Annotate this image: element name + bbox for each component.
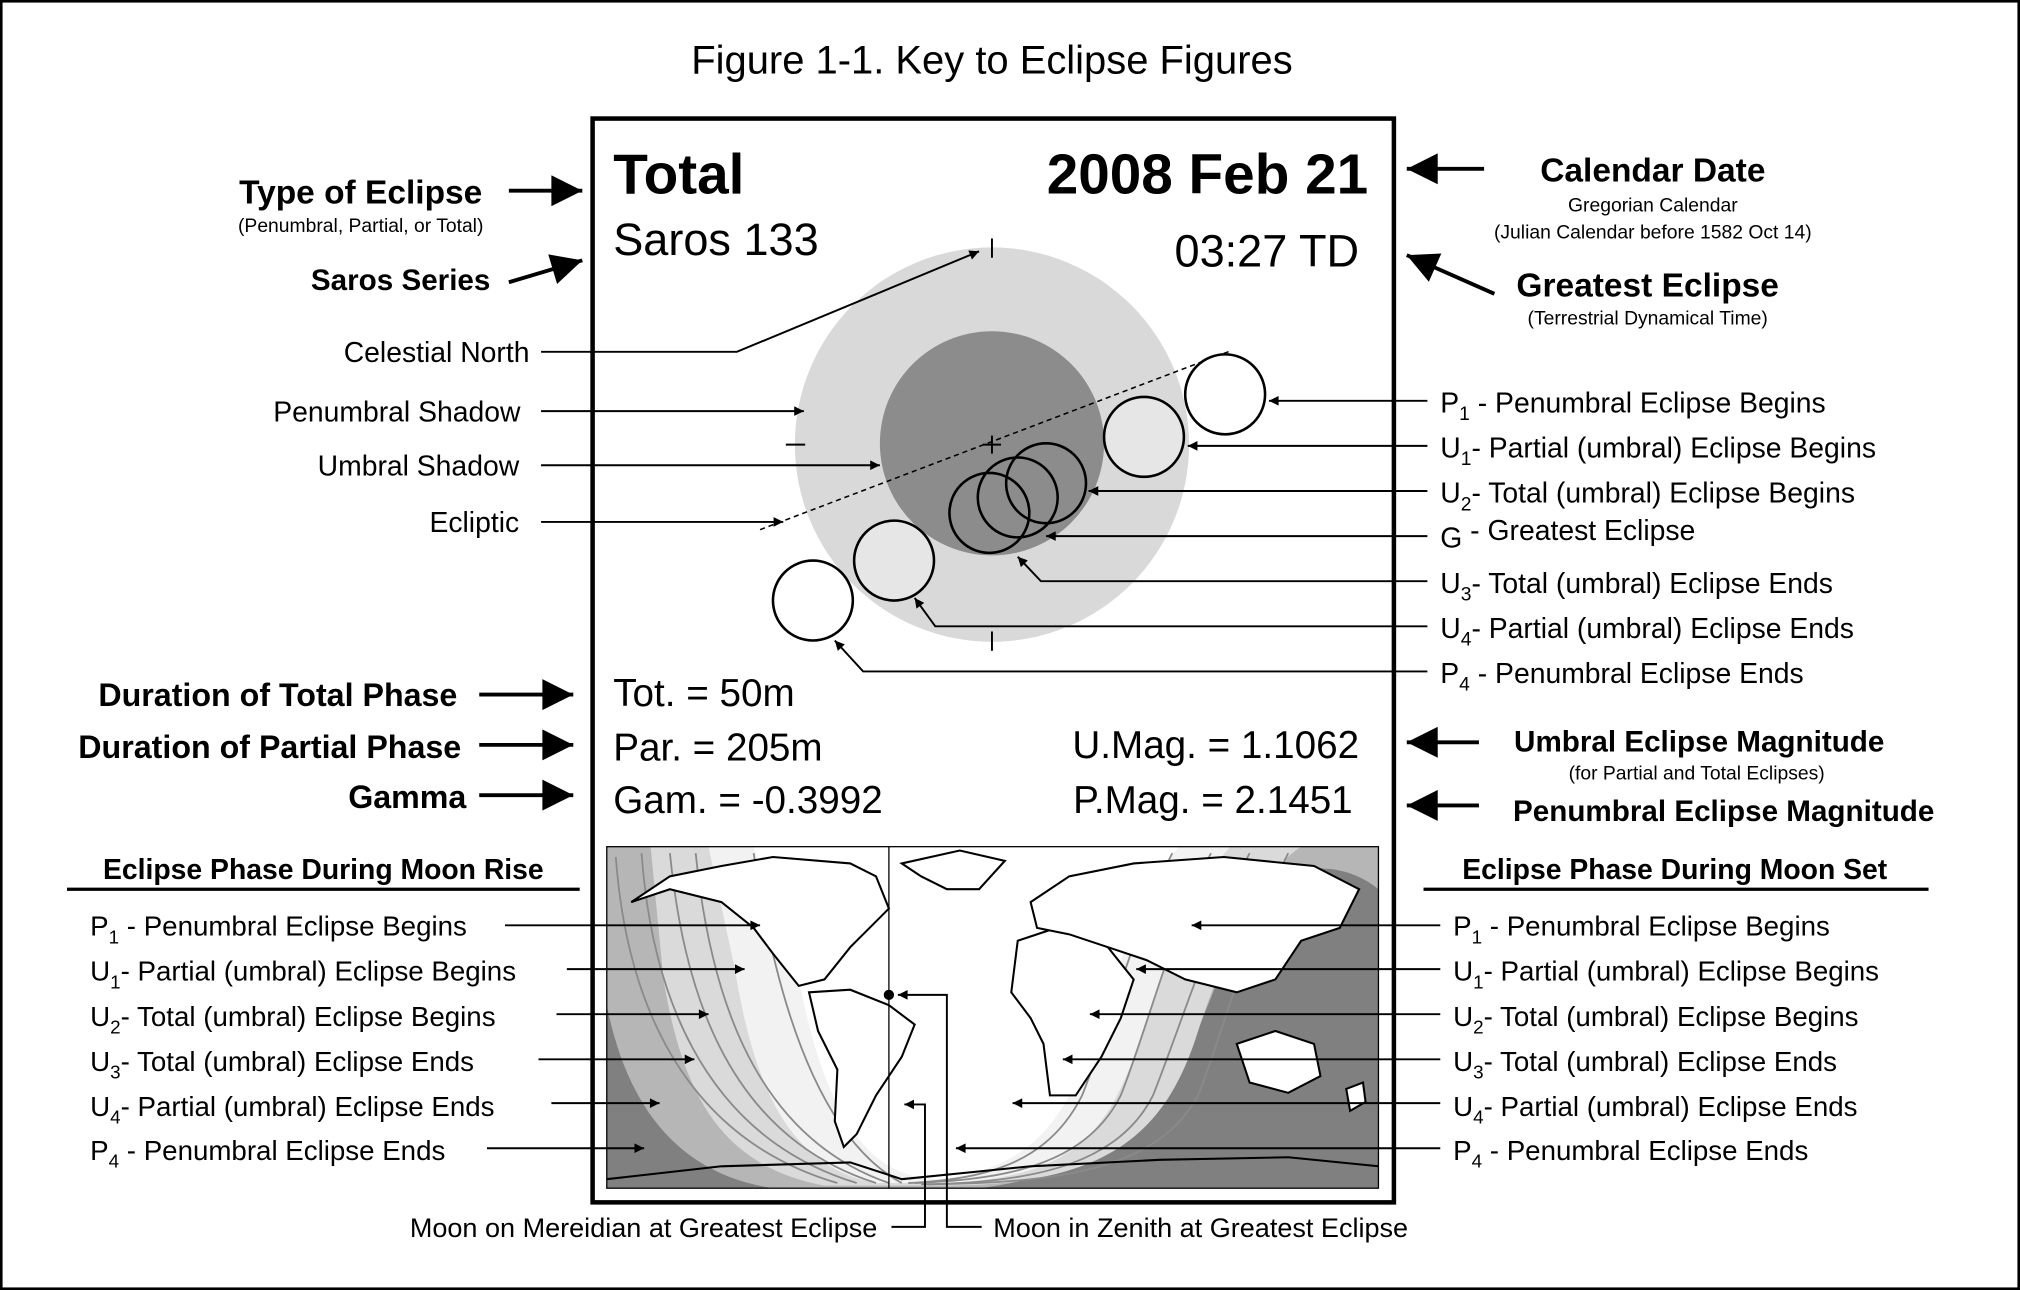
contact-description: - Partial (umbral) Eclipse Begins: [1483, 955, 1880, 987]
penumbral-magnitude-label: Penumbral Eclipse Magnitude: [1513, 794, 1935, 828]
moon-zenith-label: Moon in Zenith at Greatest Eclipse: [993, 1213, 1409, 1244]
contact-description: - Total (umbral) Eclipse Ends: [1471, 567, 1833, 600]
contact-subscript: 2: [1473, 1016, 1484, 1038]
contact-description: - Total (umbral) Eclipse Begins: [1483, 1000, 1859, 1032]
contact-symbol: P: [90, 1134, 109, 1166]
greatest-eclipse-label: Greatest Eclipse: [1516, 267, 1779, 305]
contact-subscript: 4: [1460, 629, 1472, 651]
duration-total-label: Duration of Total Phase: [98, 677, 458, 714]
contact-symbol: P: [1453, 910, 1472, 942]
contact-subscript: 1: [110, 971, 121, 993]
umbral-magnitude-sub: (for Partial and Total Eclipses): [1568, 763, 1825, 785]
total-duration: Tot. = 50m: [613, 672, 795, 716]
contact-subscript: 4: [1471, 1150, 1483, 1172]
type-of-eclipse-sub: (Penumbral, Partial, or Total): [238, 215, 484, 237]
contact-subscript: 1: [1459, 404, 1470, 426]
contact-subscript: 2: [110, 1016, 121, 1038]
contact-description: - Partial (umbral) Eclipse Begins: [120, 955, 517, 987]
partial-duration: Par. = 205m: [613, 726, 823, 770]
contact-subscript: 3: [1473, 1061, 1484, 1083]
contact-description: - Penumbral Eclipse Begins: [1469, 387, 1826, 420]
umbral-magnitude-label: Umbral Eclipse Magnitude: [1514, 725, 1885, 759]
contact-symbol: U: [90, 1045, 111, 1077]
contact-symbol: G: [1440, 522, 1463, 555]
saros-number: Saros 133: [613, 214, 819, 266]
eclipse-type: Total: [613, 143, 745, 207]
contact-symbol: U: [90, 1000, 111, 1032]
contact-subscript: 4: [110, 1106, 121, 1128]
contact-symbol: U: [1453, 1045, 1474, 1077]
umbral-shadow-label: Umbral Shadow: [317, 450, 520, 483]
contact-subscript: 2: [1460, 494, 1472, 516]
calendar-sub-2: (Julian Calendar before 1582 Oct 14): [1493, 222, 1812, 244]
contact-description: - Total (umbral) Eclipse Begins: [120, 1000, 496, 1032]
contact-description: - Partial (umbral) Eclipse Ends: [1471, 612, 1854, 645]
contact-symbol: P: [90, 910, 109, 942]
contact-subscript: 4: [1459, 674, 1470, 696]
moon-meridian-label: Moon on Mereidian at Greatest Eclipse: [409, 1213, 878, 1244]
contact-symbol: U: [90, 1091, 111, 1123]
contact-description: - Partial (umbral) Eclipse Ends: [1483, 1091, 1858, 1123]
contact-symbol: U: [1453, 1091, 1474, 1123]
contact-symbol: U: [1453, 955, 1474, 987]
moon-rise-heading: Eclipse Phase During Moon Rise: [103, 853, 544, 886]
contact-symbol: U: [1440, 432, 1461, 465]
moon-p1: [1185, 354, 1265, 434]
duration-partial-label: Duration of Partial Phase: [78, 728, 462, 765]
moon-set-heading: Eclipse Phase During Moon Set: [1462, 853, 1888, 886]
umbral-magnitude: U.Mag. = 1.1062: [1072, 723, 1360, 767]
moon-p4: [773, 561, 853, 641]
calendar-date: 2008 Feb 21: [1046, 143, 1369, 207]
contact-description: - Total (umbral) Eclipse Begins: [1471, 477, 1856, 510]
contact-symbol: U: [1440, 612, 1461, 645]
celestial-north-label: Celestial North: [343, 337, 530, 370]
contact-description: - Partial (umbral) Eclipse Begins: [1471, 432, 1877, 465]
contact-description: - Penumbral Eclipse Begins: [119, 910, 467, 942]
calendar-date-label: Calendar Date: [1540, 152, 1766, 190]
type-of-eclipse-label: Type of Eclipse: [239, 174, 483, 212]
penumbral-magnitude: P.Mag. = 2.1451: [1073, 779, 1353, 823]
contact-description: - Partial (umbral) Eclipse Ends: [120, 1091, 495, 1123]
contact-symbol: U: [90, 955, 111, 987]
contact-subscript: 4: [108, 1150, 120, 1172]
moon-u4: [854, 521, 934, 601]
calendar-sub-1: Gregorian Calendar: [1568, 195, 1738, 217]
contact-description: - Penumbral Eclipse Ends: [119, 1134, 446, 1166]
contact-description: - Greatest Eclipse: [1462, 514, 1696, 547]
contact-symbol: P: [1440, 387, 1460, 420]
zenith-point: [884, 990, 894, 1000]
ecliptic-label: Ecliptic: [429, 507, 520, 540]
contact-description: - Penumbral Eclipse Ends: [1482, 1134, 1809, 1166]
contact-description: - Total (umbral) Eclipse Ends: [120, 1045, 475, 1077]
contact-symbol: P: [1440, 658, 1460, 691]
penumbral-shadow-label: Penumbral Shadow: [273, 396, 521, 429]
contact-subscript: 1: [1460, 449, 1472, 471]
greatest-eclipse-time: 03:27 TD: [1174, 225, 1360, 277]
moon-u1: [1104, 397, 1184, 477]
contact-symbol: P: [1453, 1134, 1472, 1166]
contact-subscript: 3: [1460, 584, 1472, 606]
contact-description: - Penumbral Eclipse Ends: [1469, 658, 1804, 691]
contact-symbol: U: [1440, 477, 1461, 510]
gamma-value: Gam. = -0.3992: [613, 779, 883, 823]
saros-series-label: Saros Series: [310, 263, 491, 297]
contact-subscript: 1: [108, 926, 120, 948]
gamma-label: Gamma: [348, 779, 467, 816]
contact-description: - Penumbral Eclipse Begins: [1482, 910, 1830, 942]
contact-symbol: U: [1440, 567, 1461, 600]
figure-title: Figure 1-1. Key to Eclipse Figures: [691, 38, 1293, 83]
greatest-eclipse-sub: (Terrestrial Dynamical Time): [1527, 308, 1768, 330]
world-map: [607, 847, 1379, 1189]
contact-description: - Total (umbral) Eclipse Ends: [1483, 1045, 1837, 1077]
contact-subscript: 1: [1471, 926, 1483, 948]
contact-symbol: U: [1453, 1000, 1474, 1032]
contact-subscript: 3: [110, 1061, 121, 1083]
contact-subscript: 4: [1473, 1106, 1484, 1128]
contact-subscript: 1: [1473, 971, 1484, 993]
